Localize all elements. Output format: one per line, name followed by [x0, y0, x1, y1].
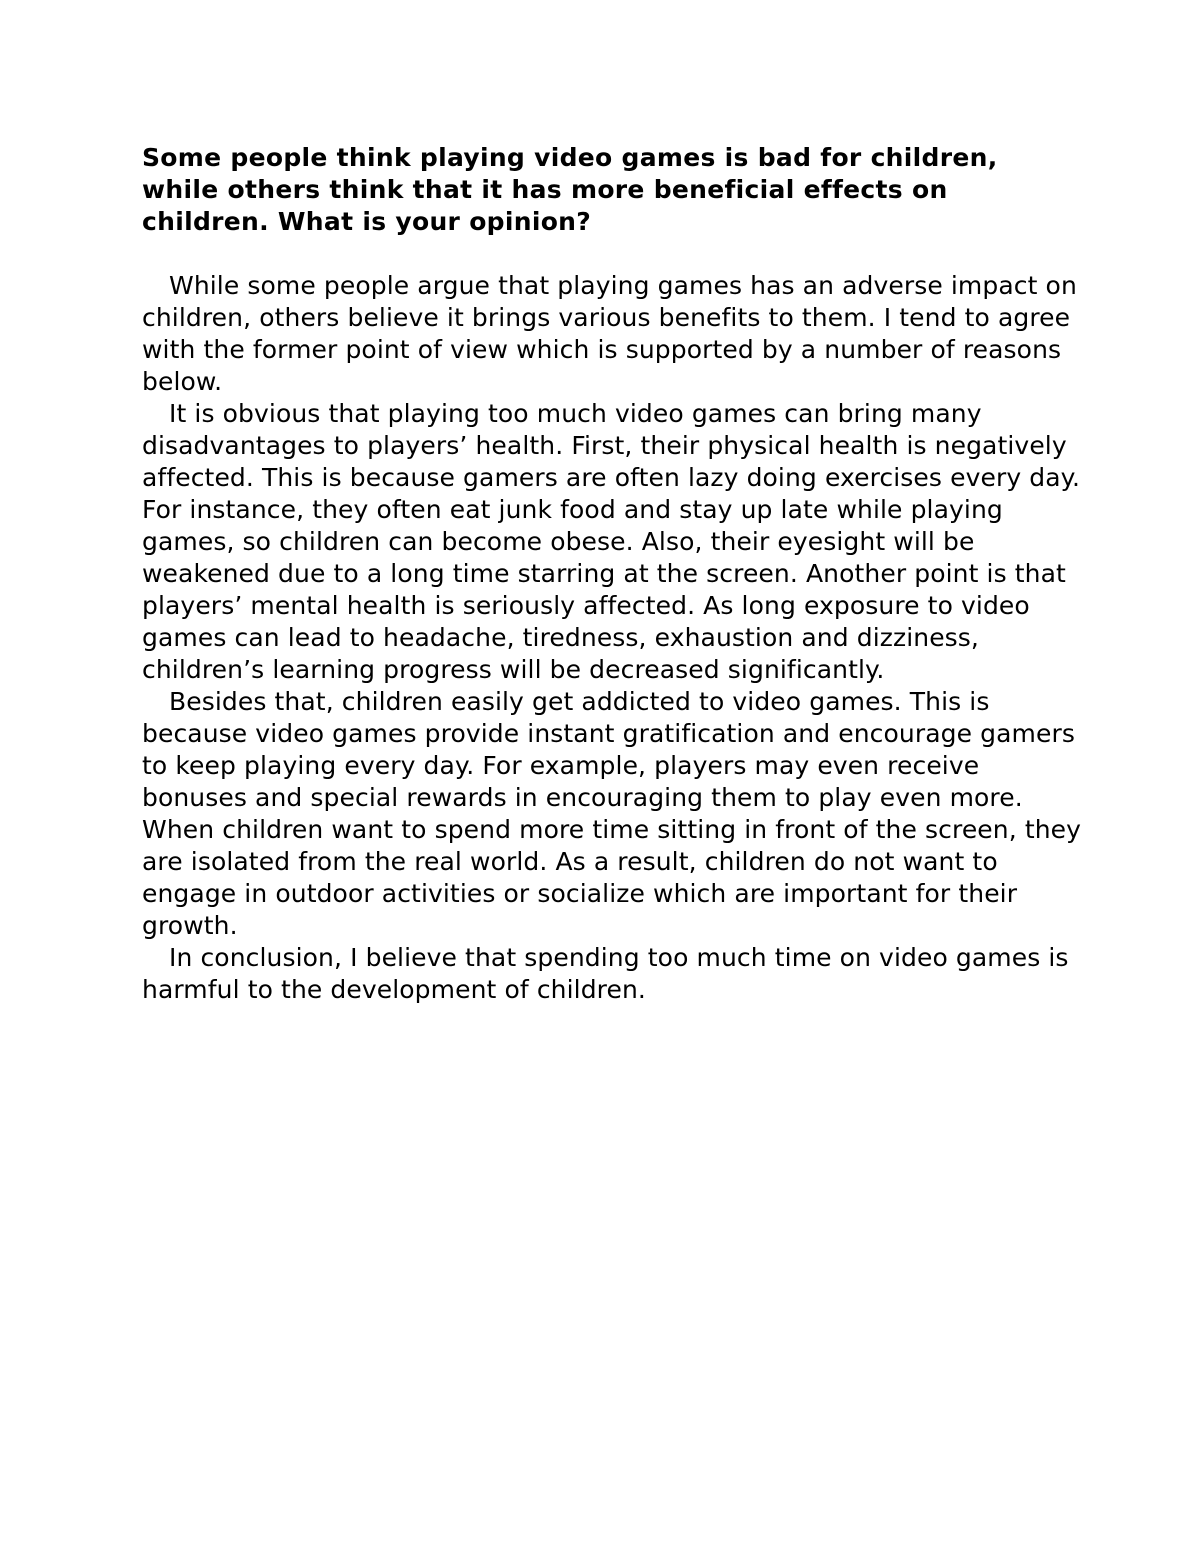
paragraph-health: It is obvious that playing too much video games can bring many disadvantages to players’ health. First, their physical health is negatively affected. This is because gamers are often lazy doing exercises every day. For instance, they often eat junk food and stay up late while playing games, so children can become obese. Also, their eyesight will be weakened due to a long time starring at the screen. Another point is that players’ mental health is seriously affected. As long exposure to video games can lead to headache, tiredness, exhaustion and dizziness, children’s learning progress will be decreased significantly.: [142, 399, 1081, 684]
paragraph-conclusion: In conclusion, I believe that spending too much time on video games is harmful to the development of children.: [142, 943, 1069, 1004]
paragraph-addiction: Besides that, children easily get addicted to video games. This is because video games provide instant gratification and encourage gamers to keep playing every day. For example, players may even receive bonuses and special rewards in encouraging them to play even more. When children want to spend more time sitting in front of the screen, they are isolated from the real world. As a result, children do not want to engage in outdoor activities or socialize which are important for their growth.: [142, 687, 1082, 940]
paragraph-introduction: While some people argue that playing games has an adverse impact on children, others believe it brings various benefits to them. I tend to agree with the former point of view which is supported by a number of reasons below.: [142, 271, 1077, 396]
document-body: [142, 142, 1082, 1006]
title-spacing: [142, 238, 1082, 270]
essay-prompt-title: Some people think playing video games is bad for children, while others think that it has more beneficial effects on children. What is your opinion?: [142, 143, 998, 236]
